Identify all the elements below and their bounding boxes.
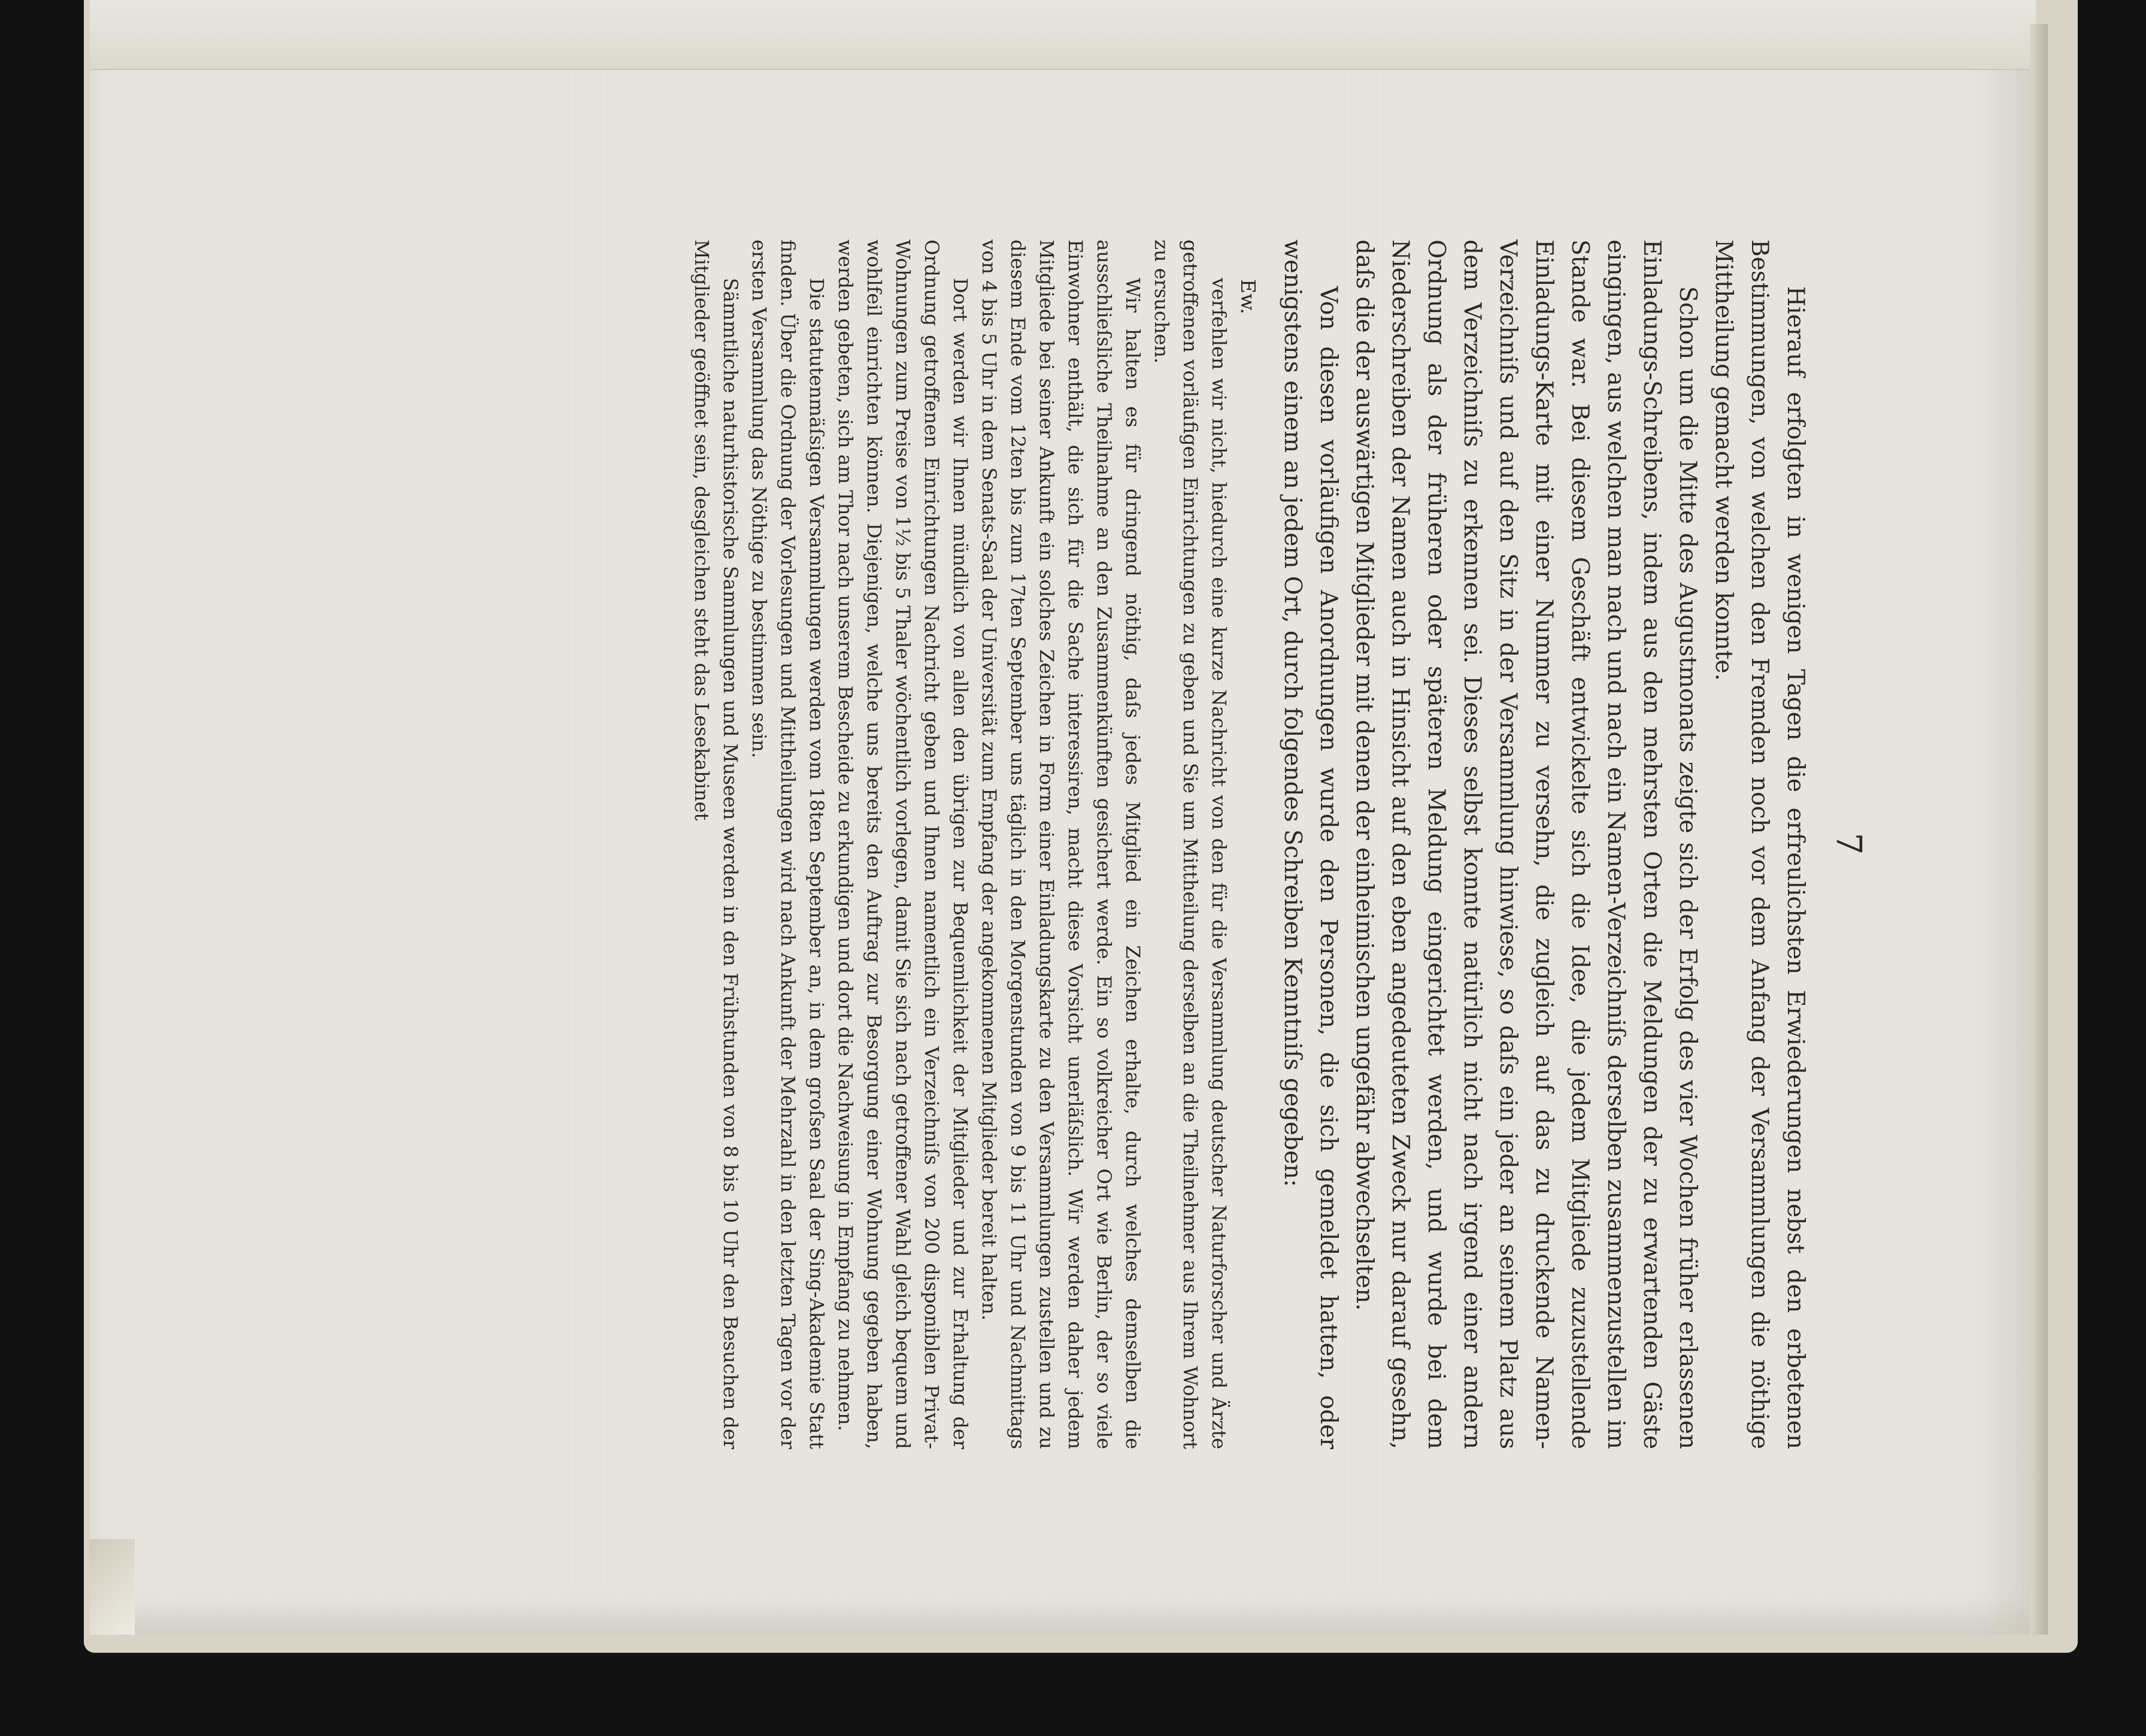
paragraph: Hierauf erfolgten in wenigen Tagen die erfreulichsten Erwiederungen nebst den erbetenen Bestimmungen, von welchen den Fremden noch vor dem Anfang der Versammlungen die nöthige Mittheilung gemacht werden konnte.: [1710, 239, 1809, 1449]
page-fore-edge: [2030, 24, 2048, 1635]
letter-paragraph: Dort werden wir Ihnen mündlich von allen den übrigen zur Bequemlichkeit der Mitglieder und zur Erhaltung der Ordnung getroffenen Einrichtungen Nachricht geben und Ihnen namentlich ein Verzeichniſs von 200 disponiblen Privat-Wohnungen zum Preise von 1½ bis 5 Thaler wöchentlich vorlegen, damit Sie sich nach getroffener Wahl gleich bequem und wohlfeil einrichten können. Diejenigen, welche uns bereits den Auftrag zur Besorgung einer Wohnung gegeben haben, werden gebeten, sich am Thor nach unserem Bescheide zu erkundigen und dort die Nachweisung in Empfang zu nehmen.: [834, 239, 972, 1449]
paragraph: Schon um die Mitte des Augustmonats zeigte sich der Erfolg des vier Wochen früher erlassenen Einladungs-Schreibens, indem aus den mehrsten Orten die Meldungen der zu erwartenden Gäste eingingen, aus welchen man nach und nach ein Namen-Verzeichniſs derselben zusammenzustellen im Stande war. Bei diesem Geschäft entwickelte sich die Idee, die jedem Mitgliede zuzustellende Einladungs-Karte mit einer Nummer zu versehn, die zugleich auf das zu druckende Namen-Verzeichniſs und auf den Sitz in der Versammlung hinwiese, so daſs ein jeder an seinem Platz aus dem Verzeichniſs zu erkennen sei. Dieses selbst konnte natürlich nicht nach irgend einer andern Ordnung als der früheren oder späteren Meldung eingerichtet werden, und wurde bei dem Niederschreiben der Namen auch in Hinsicht auf den eben angedeuteten Zweck nur darauf gesehn, daſs die der auswärtigen Mitglieder mit denen der einheimischen ungefähr abwechselten.: [1351, 239, 1701, 1449]
paragraph: Von diesen vorläufigen Anordnungen wurde den Personen, die sich gemeldet hatten, oder wenigstens einem an jedem Ort, durch folgendes Schreiben Kenntniſs gegeben:: [1279, 239, 1342, 1449]
spacer: [1268, 240, 1274, 1449]
page-text-block: [217, 240, 1869, 1449]
page-number: 7: [1829, 832, 1869, 856]
letter-salutation: Ew.: [1236, 278, 1260, 314]
letter-paragraph: Wir halten es für dringend nöthig, daſs jedes Mitglied ein Zeichen erhalte, durch welches demselben die ausschlieſsliche Theilnahme an den Zusammenkünften gesichert werde. Ein so volkreicher Ort wie Berlin, der so viele Einwohner enthält, die sich für die Sache interessiren, macht diese Vorsicht unerläſslich. Wir werden daher jedem Mitgliede bei seiner Ankunft ein solches Zeichen in Form einer Einladungskarte zu den Versammlungen zustellen und zu diesem Ende vom 12ten bis zum 17ten September uns täglich in den Morgenstunden von 9 bis 11 Uhr und Nachmittags von 4 bis 5 Uhr in dem Senats-Saal der Universität zum Empfang der angekommenen Mitglieder bereit halten.: [978, 239, 1144, 1449]
page-gutter: [90, 0, 2036, 70]
page-corner-fold: [90, 1539, 135, 1635]
letter-paragraph: Sämmtliche naturhistorische Sammlungen und Museen werden in den Frühstunden von 8 bis 10 Uhr den Besuchen der Mitglieder geöffnet sein, desgleichen steht das Lesekabinet: [690, 239, 742, 1449]
letter-paragraph: Die statutenmäſsigen Versammlungen werden vom 18ten September an, in dem groſsen Saal der Sing-Akademie Statt finden. Über die Ordnung der Vorlesungen und Mittheilungen wird nach Ankunft der Mehrzahl in den letzten Tagen vor der ersten Versammlung das Nöthige zu bestimmen sein.: [748, 239, 828, 1449]
letter-paragraph: verfehlen wir nicht, hiedurch eine kurze Nachricht von den für die Versammlung deutscher Naturforscher und Ärzte getroffenen vorläufigen Einrichtungen zu geben und Sie um Mittheilung derselben an die Theilnehmer aus Ihrem Wohnort zu ersuchen.: [1150, 239, 1230, 1449]
